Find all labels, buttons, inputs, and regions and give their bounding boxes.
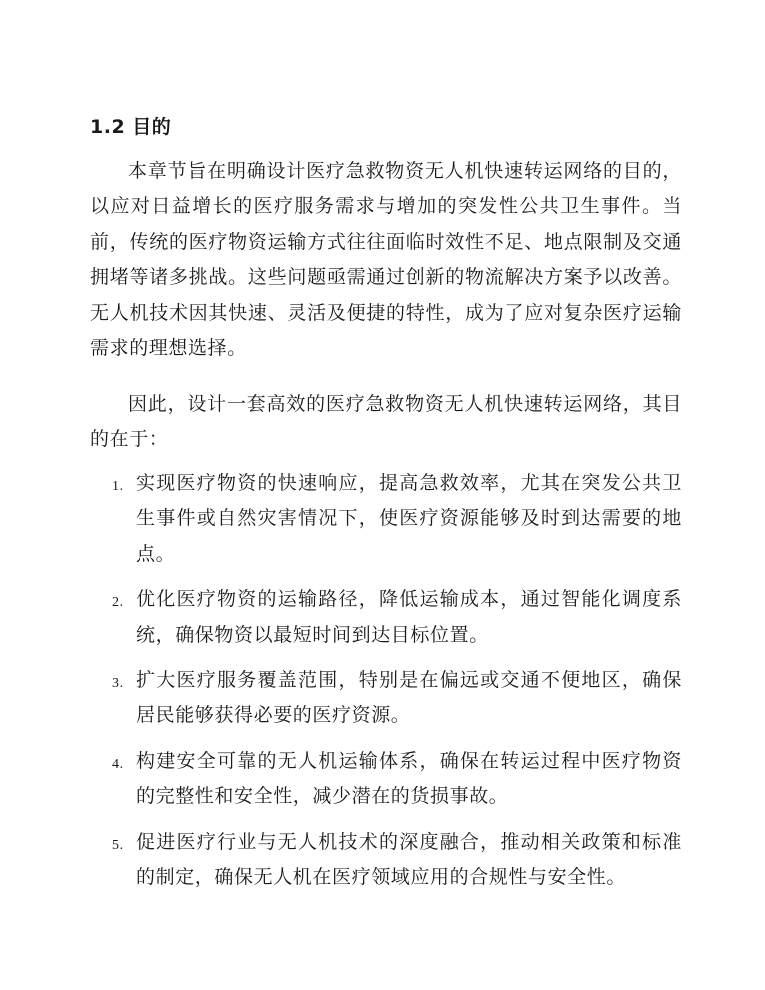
purpose-list <box>90 466 682 905</box>
list-item <box>90 825 682 896</box>
list-item-text: 扩大医疗服务覆盖范围，特别是在偏远或交通不便地区，确保居民能够获得必要的医疗资源。 <box>136 669 682 727</box>
list-item <box>90 663 682 734</box>
list-item-text: 优化医疗物资的运输路径，降低运输成本，通过智能化调度系统，确保物资以最短时间到达目标位置。 <box>136 588 682 646</box>
intro-paragraph: 本章节旨在明确设计医疗急救物资无人机快速转运网络的目的，以应对日益增长的医疗服务需求与增加的突发性公共卫生事件。当前，传统的医疗物资运输方式往往面临时效性不足、地点限制及交通拥堵等诸多挑战。这些问题亟需通过创新的物流解决方案予以改善。无人机技术因其快速、灵活及便捷的特性，成为了应对复杂医疗运输需求的理想选择。 <box>90 160 682 360</box>
list-item-number: 2. <box>112 595 124 611</box>
list-item <box>90 582 682 653</box>
purpose-paragraph: 因此，设计一套高效的医疗急救物资无人机快速转运网络，其目的在于： <box>90 393 682 451</box>
list-item-number: 5. <box>112 837 124 853</box>
list-item-text: 实现医疗物资的快速响应，提高急救效率，尤其在突发公共卫生事件或自然灾害情况下，使医疗资源能够及时到达需要的地点。 <box>136 472 682 565</box>
list-item-number: 1. <box>112 479 124 494</box>
list-item-text: 促进医疗行业与无人机技术的深度融合，推动相关政策和标准的制定，确保无人机在医疗领域应用的合规性与安全性。 <box>136 830 682 889</box>
list-item <box>90 466 682 572</box>
list-item-number: 4. <box>112 756 124 772</box>
list-item <box>90 744 682 815</box>
section-heading: 1.2 目的 <box>90 116 172 138</box>
list-item-number: 3. <box>112 676 124 692</box>
list-item-text: 构建安全可靠的无人机运输体系，确保在转运过程中医疗物资的完整性和安全性，减少潜在的货损事故。 <box>136 749 682 808</box>
